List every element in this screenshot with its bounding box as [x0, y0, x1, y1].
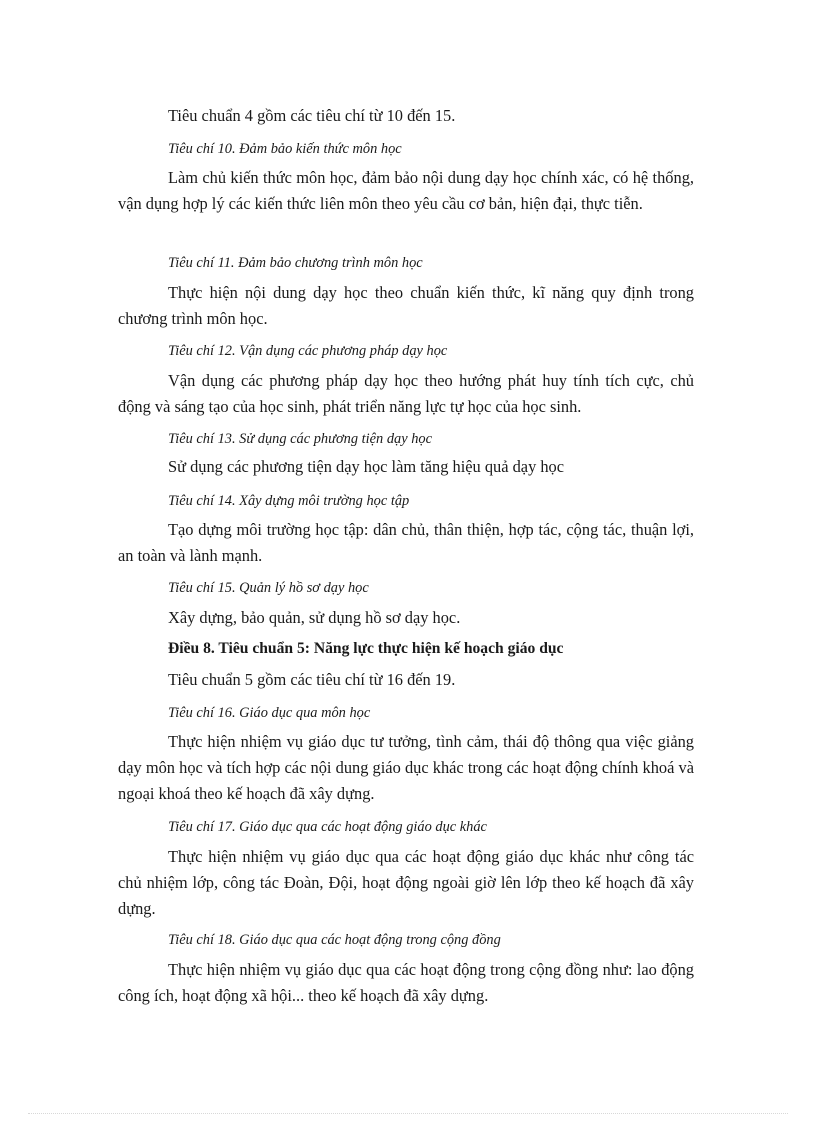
criterion-15-title: Tiêu chí 15. Quản lý hồ sơ dạy học: [168, 580, 369, 596]
standard-5-intro: Tiêu chuẩn 5 gồm các tiêu chí từ 16 đến 19.: [168, 670, 456, 689]
criterion-10-body: Làm chủ kiến thức môn học, đảm bảo nội dung dạy học chính xác, có hệ thống, vận dụng hợp lý các kiến thức liên môn theo yêu cầu cơ bản, hiện đại, thực tiễn.: [118, 168, 694, 213]
criterion-16-title: Tiêu chí 16. Giáo dục qua môn học: [168, 705, 371, 721]
criterion-17-title: Tiêu chí 17. Giáo dục qua các hoạt động giáo dục khác: [168, 819, 487, 835]
criterion-16-body: Thực hiện nhiệm vụ giáo dục tư tưởng, tình cảm, thái độ thông qua việc giảng dạy môn học và tích hợp các nội dung giáo dục khác trong các hoạt động chính khoá và ngoại khoá theo kế hoạch đã xây dựng.: [118, 732, 694, 803]
criterion-10-title: Tiêu chí 10. Đảm bảo kiến thức môn học: [168, 141, 402, 157]
criterion-15-body: Xây dựng, bảo quản, sử dụng hồ sơ dạy học.: [168, 608, 461, 627]
standard-4-intro: Tiêu chuẩn 4 gồm các tiêu chí từ 10 đến 15.: [168, 106, 456, 125]
criterion-12-title: Tiêu chí 12. Vận dụng các phương pháp dạy học: [168, 343, 448, 359]
criterion-11-title: Tiêu chí 11. Đảm bảo chương trình môn học: [168, 255, 423, 271]
criterion-17-body: Thực hiện nhiệm vụ giáo dục qua các hoạt động giáo dục khác như công tác chủ nhiệm lớp, công tác Đoàn, Đội, hoạt động ngoài giờ lên lớp theo kế hoạch đã xây dựng.: [118, 847, 694, 918]
criterion-14-title: Tiêu chí 14. Xây dựng môi trường học tập: [168, 493, 410, 509]
criterion-14-body: Tạo dựng môi trường học tập: dân chủ, thân thiện, hợp tác, cộng tác, thuận lợi, an toàn và lành mạnh.: [118, 520, 694, 565]
criterion-18-title: Tiêu chí 18. Giáo dục qua các hoạt động trong cộng đồng: [168, 932, 501, 948]
criterion-13-body: Sử dụng các phương tiện dạy học làm tăng hiệu quả dạy học: [168, 457, 565, 476]
criterion-12-body: Vận dụng các phương pháp dạy học theo hướng phát huy tính tích cực, chủ động và sáng tạo của học sinh, phát triển năng lực tự học của học sinh.: [118, 371, 694, 416]
criterion-18-body: Thực hiện nhiệm vụ giáo dục qua các hoạt động trong cộng đồng như: lao động công ích, hoạt động xã hội... theo kế hoạch đã xây dựng.: [118, 960, 694, 1005]
page-bottom-divider: [28, 1113, 788, 1114]
criterion-13-title: Tiêu chí 13. Sử dụng các phương tiện dạy học: [168, 431, 432, 447]
criterion-11-body: Thực hiện nội dung dạy học theo chuẩn kiến thức, kĩ năng quy định trong chương trình môn học.: [118, 283, 694, 328]
article-8-heading: Điều 8. Tiêu chuẩn 5: Năng lực thực hiện kế hoạch giáo dục: [168, 640, 564, 657]
